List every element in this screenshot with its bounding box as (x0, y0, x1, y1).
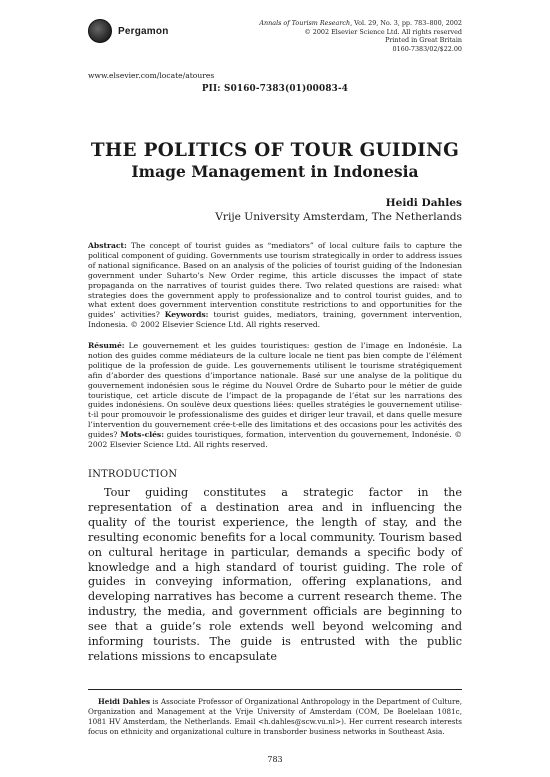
footnote-divider (88, 689, 462, 690)
author-name: Heidi Dahles (385, 197, 462, 209)
pii-identifier: PII: S0160-7383(01)00083-4 (201, 84, 349, 94)
footnote-author-name: Heidi Dahles (98, 697, 150, 706)
page-number: 783 (267, 755, 283, 764)
introduction-heading: INTRODUCTION (88, 469, 178, 480)
abstract-label: Abstract: (88, 241, 127, 250)
abstract-paragraph (88, 241, 462, 330)
article-subtitle: Image Management in Indonesia (131, 162, 419, 181)
pergamon-logo-icon (88, 19, 112, 43)
author-footnote (88, 697, 462, 737)
issn-line: 0160-7383/02/$22.00 (392, 45, 462, 54)
journal-citation (182, 19, 462, 28)
author-affiliation: Vrije University Amsterdam, The Netherlands (215, 211, 462, 223)
printed-line: Printed in Great Britain (385, 36, 462, 45)
resume-keywords: guides touristiques, formation, intervention du gouvernement, Indonésie. © 2002 Elsevier Science Ltd. All rights reserved. (88, 430, 462, 450)
introduction-text: Tour guiding constitutes a strategic factor in the representation of a destination area and in influencing the quality of the tourist experience, the length of stay, and the resulting economic benefits for a local community. Tourism based on cultural heritage in particular, demands a specific body of knowledge and a high standard of tourist guiding. The role of guides in conveying information, offering explanations, and developing narratives has become a current research theme. The industry, the media, and government officials are beginning to see that a guide’s role extends well beyond welcoming and informing tourists. The guide is entrusted with the public relations missions to encapsulate (88, 486, 462, 663)
citation-block (182, 19, 462, 54)
article-title: THE POLITICS OF TOUR GUIDING (90, 140, 460, 161)
journal-name: Annals of Tourism Research (259, 19, 351, 27)
resume-label: Résumé: (88, 341, 125, 350)
resume-paragraph (88, 341, 462, 450)
resume-keywords-label: Mots-clés: (120, 430, 165, 440)
journal-details: , Vol. 29, No. 3, pp. 783–800, 2002 (350, 19, 462, 27)
footnote-text: is Associate Professor of Organizational Anthropology in the Department of Culture, Organization and Management at the Vrije University of Amsterdam (COM, De Boelelaan 1081c, 1081 HV Amsterdam, the Netherlands. Email <h.dahles@scw.vu.nl>). Her current research interests focus on ethnicity and organizational culture in transborder business networks in Southeast Asia. (88, 697, 462, 736)
copyright-line: © 2002 Elsevier Science Ltd. All rights reserved (304, 27, 462, 36)
publisher-name: Pergamon (118, 25, 169, 37)
abstract-keywords-label: Keywords: (164, 310, 209, 320)
abstract-keywords: tourist guides, mediators, training, government intervention, Indonesia. © 2002 Elsevier Science Ltd. All rights reserved. (88, 310, 462, 330)
publisher-logo-block (88, 19, 169, 43)
resume-text: Le gouvernement et les guides touristiques: gestion de l’image en Indonésie. La notion des guides comme médiateurs de la culture locale ne tient pas bien compte de l’élément politique de la profession de guide. Les gouvernements utilisent le tourisme stratégiquement afin d’aborder des questions d’importance nationale. Basé sur une analyse de la politique du gouvernement indonésien sous le régime du Nouvel Ordre de Suharto pour le métier de guide touristique, cet article discute de l’impact de la propagande de l’état sur les narrations des guides indonésiens. On soulève deux questions liées: quelles stratégies le gouvernement utilise-t-il pour promouvoir le professionalisme des guides et diriger leur travail, et dans quelle mesure l’intervention du gouvernement crée-t-elle des limitations et des occasions pour les activités des guides? (88, 341, 462, 440)
journal-website: www.elsevier.com/locate/atoures (88, 71, 215, 80)
abstract-text: The concept of tourist guides as “mediators” of local culture fails to capture the political component of guiding. Governments use tourism strategically in order to address issues of national significance. Based on an analysis of the policies of tourist guiding of the Indonesian government under Suharto’s New Order regime, this article discusses the impact of state propaganda on the narratives of tourist guides there. Two related questions are raised: what strategies does the government apply to professionalize and to control tourist guides, and to what extent does government intervention constitute restrictions to and opportunities for the guides’ activities? (88, 241, 462, 320)
